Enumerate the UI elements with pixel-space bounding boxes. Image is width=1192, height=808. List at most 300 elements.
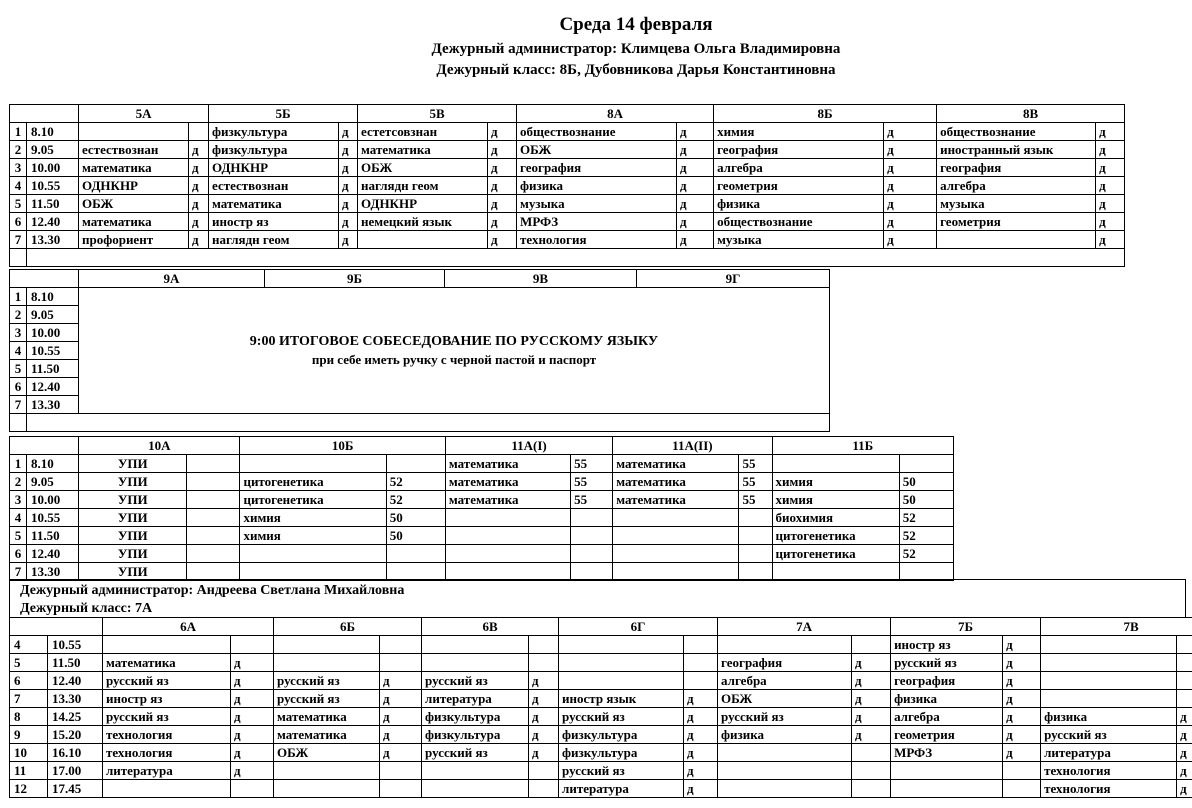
- room-cell: 55: [571, 491, 613, 509]
- room-cell: д: [677, 195, 714, 213]
- table-row: [10, 636, 1192, 654]
- table-row: [10, 690, 1192, 708]
- lesson-number: 7: [10, 690, 48, 708]
- room-cell: [231, 780, 274, 798]
- room-cell: д: [529, 672, 559, 690]
- lesson-time: 11.50: [27, 360, 79, 378]
- table-row: [10, 177, 1125, 195]
- room-cell: [529, 654, 559, 672]
- corner-cell: [10, 270, 79, 288]
- subject-cell: естествознан: [79, 141, 189, 159]
- room-cell: д: [1003, 708, 1041, 726]
- room-cell: [571, 545, 613, 563]
- lesson-number: 5: [10, 654, 48, 672]
- subject-cell: [445, 509, 570, 527]
- subject-cell: [1041, 690, 1177, 708]
- subject-cell: химия: [714, 123, 884, 141]
- class-header: 10Б: [240, 437, 445, 455]
- subject-cell: технология: [517, 231, 677, 249]
- lesson-number: 5: [10, 360, 27, 378]
- room-cell: 55: [739, 455, 772, 473]
- room-cell: [231, 636, 274, 654]
- subject-cell: русский яз: [891, 654, 1003, 672]
- subject-cell: [559, 654, 684, 672]
- schedule-day-title: Среда 14 февраля: [559, 14, 713, 35]
- room-cell: д: [231, 708, 274, 726]
- class-header: 9Б: [265, 270, 445, 288]
- room-cell: [852, 762, 891, 780]
- room-cell: [852, 744, 891, 762]
- room-cell: д: [677, 141, 714, 159]
- lesson-time: 8.10: [27, 123, 79, 141]
- room-cell: [899, 563, 953, 581]
- room-cell: д: [1003, 636, 1041, 654]
- class-header: 5А: [79, 105, 209, 123]
- subject-cell: математика: [274, 726, 380, 744]
- subject-cell: профориент: [79, 231, 189, 249]
- subject-cell: математика: [613, 491, 739, 509]
- room-cell: 52: [899, 509, 953, 527]
- corner-cell: [10, 618, 103, 636]
- subject-cell: технология: [103, 744, 231, 762]
- table-row: [10, 762, 1192, 780]
- subject-cell: [274, 780, 380, 798]
- lesson-number: 8: [10, 708, 48, 726]
- second-duty-class: Дежурный класс: 7А: [20, 601, 153, 616]
- subject-cell: наглядн геом: [358, 177, 488, 195]
- subject-cell: технология: [1041, 780, 1177, 798]
- class-header: 7В: [1041, 618, 1192, 636]
- spacer-cell: [27, 249, 1125, 267]
- room-cell: д: [529, 744, 559, 762]
- room-cell: д: [684, 780, 718, 798]
- spacer-cell-left: [10, 414, 27, 432]
- subject-cell: [772, 563, 899, 581]
- subject-cell: литература: [103, 762, 231, 780]
- lesson-time: 10.55: [27, 177, 79, 195]
- room-cell: д: [1003, 726, 1041, 744]
- room-cell: д: [1096, 141, 1125, 159]
- class-header: 7А: [718, 618, 891, 636]
- lesson-number: 9: [10, 726, 48, 744]
- room-cell: д: [852, 726, 891, 744]
- room-cell: д: [380, 708, 422, 726]
- subject-cell: русский яз: [559, 762, 684, 780]
- lesson-time: 10.55: [48, 636, 103, 654]
- room-cell: [380, 780, 422, 798]
- room-cell: д: [1177, 744, 1192, 762]
- room-cell: [187, 473, 240, 491]
- room-cell: [187, 563, 240, 581]
- subject-cell: иностр язык: [559, 690, 684, 708]
- subject-cell: география: [718, 654, 852, 672]
- subject-cell: ОБЖ: [517, 141, 677, 159]
- spacer-cell-left: [10, 249, 27, 267]
- subject-cell: ОДНКНР: [358, 195, 488, 213]
- table-row: [10, 141, 1125, 159]
- subject-cell: физика: [891, 690, 1003, 708]
- room-cell: д: [1096, 159, 1125, 177]
- lesson-number: 5: [10, 527, 27, 545]
- room-cell: д: [339, 213, 358, 231]
- class-header: 6В: [422, 618, 559, 636]
- lesson-number: 1: [10, 288, 27, 306]
- class-header: 10А: [79, 437, 240, 455]
- room-cell: д: [231, 672, 274, 690]
- class-header: 11Б: [772, 437, 953, 455]
- subject-cell: математика: [613, 455, 739, 473]
- room-cell: 50: [386, 509, 445, 527]
- subject-cell: [718, 744, 852, 762]
- subject-cell: алгебра: [718, 672, 852, 690]
- table-row: [10, 195, 1125, 213]
- subject-cell: [240, 455, 386, 473]
- subject-cell: ОБЖ: [718, 690, 852, 708]
- lesson-time: 13.30: [27, 396, 79, 414]
- room-cell: д: [231, 654, 274, 672]
- subject-cell: обществознание: [937, 123, 1096, 141]
- subject-cell: [422, 780, 529, 798]
- room-cell: д: [677, 177, 714, 195]
- subject-cell: технология: [103, 726, 231, 744]
- lesson-number: 2: [10, 473, 27, 491]
- room-cell: д: [231, 762, 274, 780]
- subject-cell: физкультура: [422, 726, 529, 744]
- lesson-number: 1: [10, 455, 27, 473]
- room-cell: д: [677, 123, 714, 141]
- subject-cell: [79, 123, 189, 141]
- class-header: 9В: [445, 270, 637, 288]
- subject-cell: УПИ: [79, 545, 187, 563]
- subject-cell: [937, 231, 1096, 249]
- subject-cell: физкультура: [559, 726, 684, 744]
- schedule-table-10-11: [9, 436, 954, 581]
- lesson-time: 9.05: [27, 306, 79, 324]
- subject-cell: цитогенетика: [240, 473, 386, 491]
- subject-cell: обществознание: [517, 123, 677, 141]
- room-cell: д: [677, 159, 714, 177]
- lesson-time: 12.40: [27, 378, 79, 396]
- subject-cell: математика: [274, 708, 380, 726]
- second-duty-administrator: Дежурный администратор: Андреева Светлана Михайловна: [20, 583, 405, 598]
- room-cell: д: [1177, 708, 1192, 726]
- subject-cell: УПИ: [79, 527, 187, 545]
- room-cell: д: [231, 690, 274, 708]
- class-header: 8В: [937, 105, 1125, 123]
- room-cell: д: [231, 726, 274, 744]
- lesson-number: 3: [10, 324, 27, 342]
- room-cell: д: [1177, 780, 1192, 798]
- room-cell: [571, 563, 613, 581]
- subject-cell: [718, 636, 852, 654]
- subject-cell: география: [517, 159, 677, 177]
- subject-cell: [422, 654, 529, 672]
- subject-cell: русский яз: [103, 672, 231, 690]
- room-cell: д: [189, 177, 209, 195]
- room-cell: д: [1096, 177, 1125, 195]
- header-row: [10, 618, 1192, 636]
- subject-cell: алгебра: [714, 159, 884, 177]
- table-row: [10, 563, 954, 581]
- subject-cell: МРФЗ: [891, 744, 1003, 762]
- room-cell: [899, 455, 953, 473]
- room-cell: д: [380, 726, 422, 744]
- lesson-number: 3: [10, 159, 27, 177]
- lesson-number: 4: [10, 342, 27, 360]
- subject-cell: [891, 762, 1003, 780]
- room-cell: д: [852, 654, 891, 672]
- table-row: [10, 455, 954, 473]
- room-cell: д: [488, 141, 517, 159]
- room-cell: [187, 455, 240, 473]
- subject-cell: УПИ: [79, 509, 187, 527]
- subject-cell: ОБЖ: [79, 195, 189, 213]
- room-cell: [529, 762, 559, 780]
- room-cell: д: [488, 213, 517, 231]
- subject-cell: [613, 527, 739, 545]
- room-cell: д: [677, 213, 714, 231]
- table-row: [10, 672, 1192, 690]
- lesson-time: 12.40: [48, 672, 103, 690]
- room-cell: [852, 780, 891, 798]
- subject-cell: ОДНКНР: [79, 177, 189, 195]
- subject-cell: технология: [1041, 762, 1177, 780]
- subject-cell: [274, 636, 380, 654]
- room-cell: д: [1177, 762, 1192, 780]
- subject-cell: [1041, 636, 1177, 654]
- room-cell: д: [339, 141, 358, 159]
- subject-cell: физкультура: [559, 744, 684, 762]
- room-cell: 52: [386, 473, 445, 491]
- room-cell: [684, 636, 718, 654]
- room-cell: д: [677, 231, 714, 249]
- room-cell: [1177, 636, 1192, 654]
- subject-cell: математика: [209, 195, 339, 213]
- room-cell: [1003, 762, 1041, 780]
- subject-cell: [445, 545, 570, 563]
- room-cell: д: [488, 195, 517, 213]
- room-cell: [739, 527, 772, 545]
- subject-cell: ОДНКНР: [209, 159, 339, 177]
- subject-cell: обществознание: [714, 213, 884, 231]
- subject-cell: география: [891, 672, 1003, 690]
- subject-cell: геометрия: [891, 726, 1003, 744]
- subject-cell: физика: [718, 726, 852, 744]
- room-cell: [187, 509, 240, 527]
- table-row: [10, 491, 954, 509]
- subject-cell: [103, 636, 231, 654]
- room-cell: 50: [899, 473, 953, 491]
- subject-cell: наглядн геом: [209, 231, 339, 249]
- table-row: [10, 527, 954, 545]
- subject-cell: [1041, 672, 1177, 690]
- lesson-number: 7: [10, 396, 27, 414]
- table-row: [10, 123, 1125, 141]
- room-cell: [684, 654, 718, 672]
- duty-class: Дежурный класс: 8Б, Дубовникова Дарья Константиновна: [436, 62, 836, 78]
- lesson-time: 10.55: [27, 509, 79, 527]
- room-cell: д: [529, 690, 559, 708]
- room-cell: д: [189, 159, 209, 177]
- lesson-number: 5: [10, 195, 27, 213]
- subject-cell: литература: [559, 780, 684, 798]
- corner-cell: [10, 105, 79, 123]
- room-cell: [529, 636, 559, 654]
- lesson-time: 14.25: [48, 708, 103, 726]
- room-cell: д: [488, 123, 517, 141]
- lesson-time: 8.10: [27, 288, 79, 306]
- subject-cell: цитогенетика: [240, 491, 386, 509]
- lesson-time: 8.10: [27, 455, 79, 473]
- lesson-time: 11.50: [48, 654, 103, 672]
- lesson-time: 16.10: [48, 744, 103, 762]
- lesson-number: 6: [10, 672, 48, 690]
- room-cell: д: [852, 672, 891, 690]
- table-row: [10, 654, 1192, 672]
- schedule-table-9: [9, 269, 830, 432]
- subject-cell: математика: [445, 491, 570, 509]
- subject-cell: геометрия: [714, 177, 884, 195]
- room-cell: 55: [739, 473, 772, 491]
- room-cell: д: [339, 195, 358, 213]
- subject-cell: химия: [240, 509, 386, 527]
- class-header: 8А: [517, 105, 714, 123]
- subject-cell: УПИ: [79, 491, 187, 509]
- class-header: 11А(II): [613, 437, 772, 455]
- exam-notice-title: 9:00 ИТОГОВОЕ СОБЕСЕДОВАНИЕ ПО РУССКОМУ ЯЗЫКУ: [249, 333, 659, 349]
- room-cell: д: [339, 231, 358, 249]
- class-header: 6Б: [274, 618, 422, 636]
- room-cell: д: [339, 123, 358, 141]
- room-cell: д: [1003, 690, 1041, 708]
- room-cell: 55: [571, 473, 613, 491]
- table-row: [10, 545, 954, 563]
- room-cell: 52: [899, 545, 953, 563]
- subject-cell: иностр яз: [209, 213, 339, 231]
- table-row: [10, 708, 1192, 726]
- class-header: 5В: [358, 105, 517, 123]
- subject-cell: естетсовзнан: [358, 123, 488, 141]
- subject-cell: иностр яз: [891, 636, 1003, 654]
- subject-cell: физкультура: [209, 141, 339, 159]
- subject-cell: математика: [79, 213, 189, 231]
- room-cell: [852, 636, 891, 654]
- table-row: [10, 726, 1192, 744]
- room-cell: д: [488, 231, 517, 249]
- lesson-number: 6: [10, 213, 27, 231]
- lesson-number: 7: [10, 563, 27, 581]
- subject-cell: [103, 780, 231, 798]
- room-cell: д: [189, 141, 209, 159]
- room-cell: 55: [739, 491, 772, 509]
- room-cell: [380, 636, 422, 654]
- table-row: [10, 509, 954, 527]
- subject-cell: русский яз: [274, 690, 380, 708]
- room-cell: д: [339, 159, 358, 177]
- subject-cell: МРФЗ: [517, 213, 677, 231]
- room-cell: [739, 509, 772, 527]
- subject-cell: [422, 762, 529, 780]
- subject-cell: математика: [103, 654, 231, 672]
- room-cell: д: [684, 762, 718, 780]
- lesson-number: 4: [10, 177, 27, 195]
- subject-cell: [718, 762, 852, 780]
- subject-cell: музыка: [517, 195, 677, 213]
- subject-cell: математика: [358, 141, 488, 159]
- subject-cell: [613, 509, 739, 527]
- subject-cell: музыка: [714, 231, 884, 249]
- room-cell: 50: [386, 527, 445, 545]
- lesson-time: 12.40: [27, 545, 79, 563]
- lesson-time: 10.00: [27, 159, 79, 177]
- room-cell: д: [884, 141, 937, 159]
- duty-administrator: Дежурный администратор: Климцева Ольга Владимировна: [431, 41, 841, 57]
- room-cell: 55: [571, 455, 613, 473]
- room-cell: [1177, 654, 1192, 672]
- header-row: [10, 270, 830, 288]
- schedule-table-5-8: [9, 104, 1125, 267]
- subject-cell: УПИ: [79, 473, 187, 491]
- subject-cell: [613, 563, 739, 581]
- class-header: 6Г: [559, 618, 718, 636]
- subject-cell: [358, 231, 488, 249]
- lesson-time: 15.20: [48, 726, 103, 744]
- room-cell: д: [884, 195, 937, 213]
- subject-cell: география: [937, 159, 1096, 177]
- room-cell: [571, 527, 613, 545]
- room-cell: д: [852, 690, 891, 708]
- room-cell: [187, 527, 240, 545]
- subject-cell: математика: [613, 473, 739, 491]
- subject-cell: [613, 545, 739, 563]
- subject-cell: [422, 636, 529, 654]
- lesson-time: 9.05: [27, 473, 79, 491]
- subject-cell: УПИ: [79, 563, 187, 581]
- lesson-number: 10: [10, 744, 48, 762]
- subject-cell: ОБЖ: [274, 744, 380, 762]
- lesson-time: 11.50: [27, 195, 79, 213]
- subject-cell: естествознан: [209, 177, 339, 195]
- lesson-number: 4: [10, 509, 27, 527]
- subject-cell: иностранный язык: [937, 141, 1096, 159]
- room-cell: д: [1096, 231, 1125, 249]
- subject-cell: [772, 455, 899, 473]
- lesson-number: 2: [10, 306, 27, 324]
- subject-cell: русский яз: [718, 708, 852, 726]
- spacer-row: [10, 249, 1125, 267]
- subject-cell: математика: [79, 159, 189, 177]
- room-cell: [529, 780, 559, 798]
- room-cell: д: [1003, 654, 1041, 672]
- spacer-cell: [27, 414, 830, 432]
- class-header: 9А: [79, 270, 265, 288]
- exam-notice: [79, 288, 830, 414]
- lesson-number: 7: [10, 231, 27, 249]
- header-row: [10, 105, 1125, 123]
- subject-cell: русский яз: [422, 672, 529, 690]
- subject-cell: [274, 654, 380, 672]
- room-cell: 52: [899, 527, 953, 545]
- subject-cell: физкультура: [422, 708, 529, 726]
- subject-cell: физика: [517, 177, 677, 195]
- room-cell: [1003, 780, 1041, 798]
- subject-cell: [559, 672, 684, 690]
- room-cell: [739, 563, 772, 581]
- room-cell: д: [1003, 744, 1041, 762]
- room-cell: д: [488, 159, 517, 177]
- subject-cell: русский яз: [422, 744, 529, 762]
- subject-cell: физкультура: [209, 123, 339, 141]
